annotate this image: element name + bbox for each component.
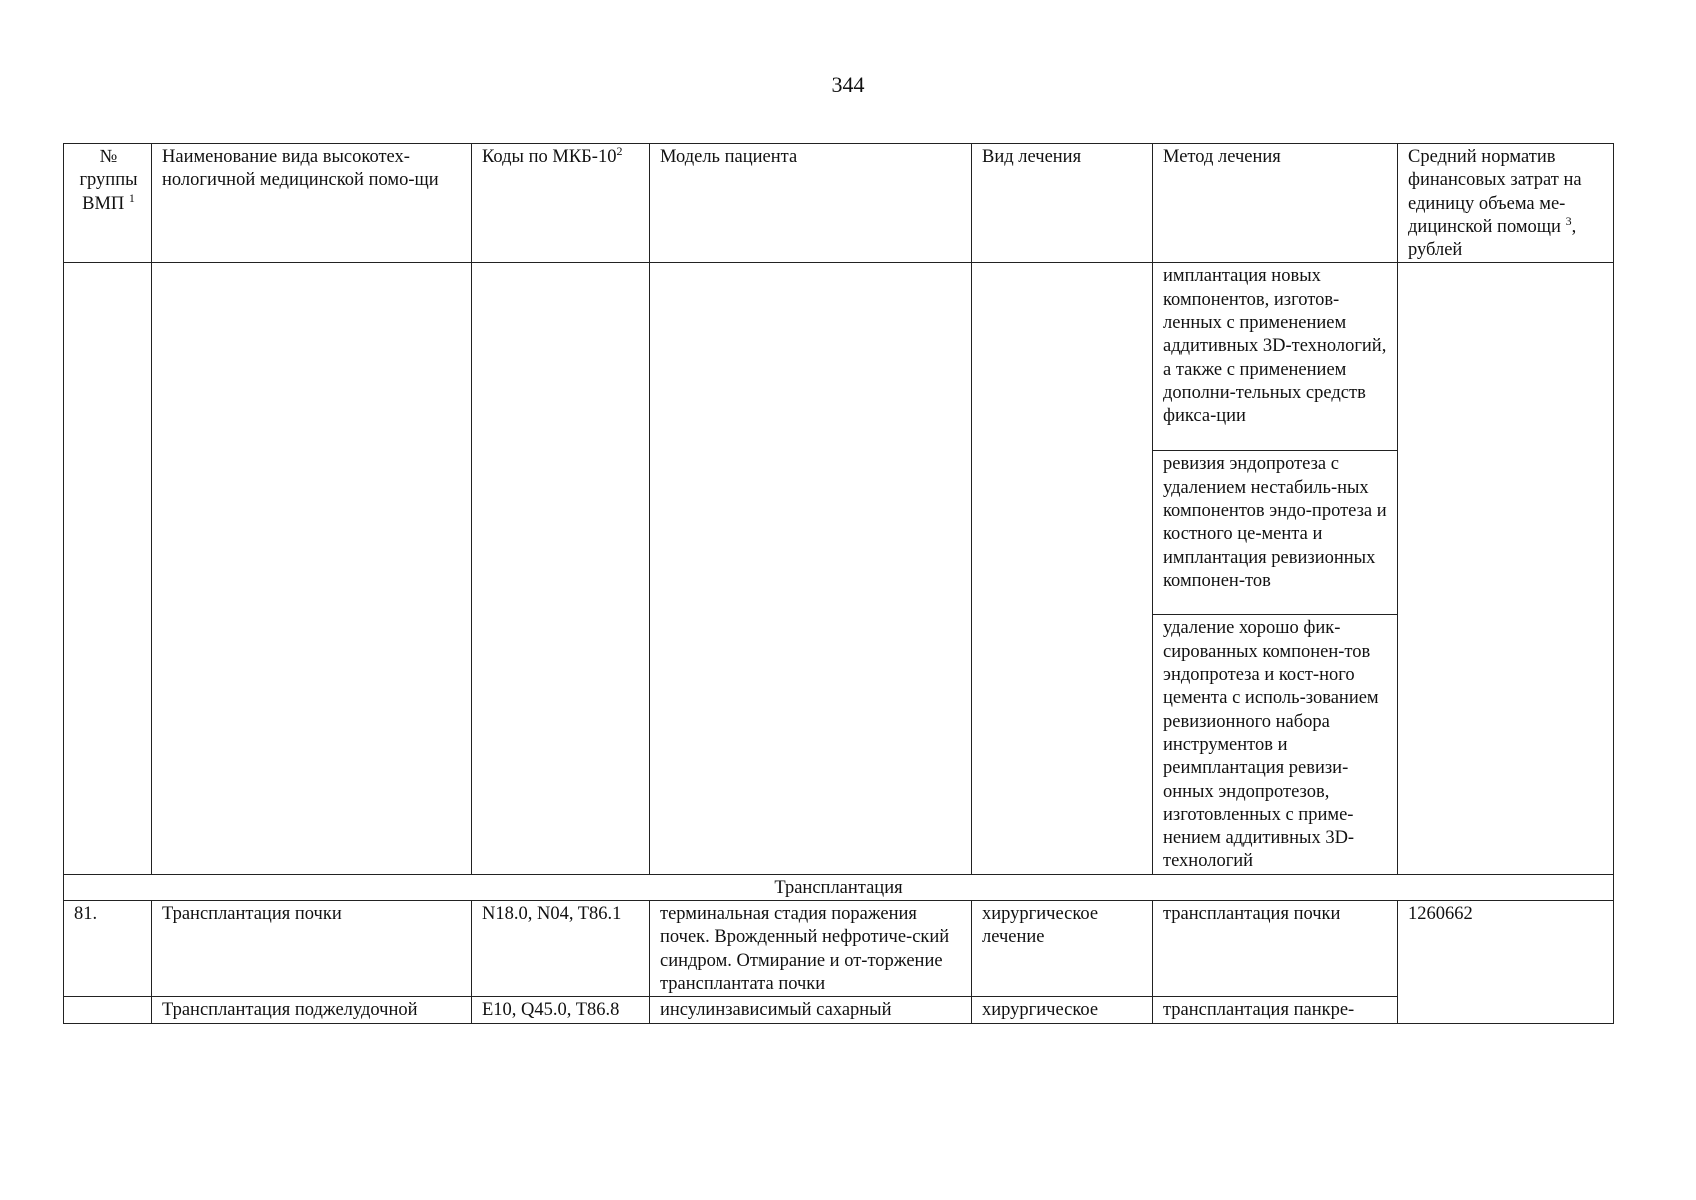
continuation-empty-cell — [152, 263, 472, 874]
footnote-2-marker: 2 — [616, 143, 623, 158]
header-name: Наименование вида высокотех-нологичной медицинской помо-щи — [152, 144, 472, 263]
patient-model: терминальная стадия поражения почек. Врожденный нефротиче-ский синдром. Отмирание и от-торжение трансплантата почки — [650, 901, 972, 997]
vmp-table — [63, 143, 1614, 1024]
continuation-empty-cell — [472, 263, 650, 874]
treatment-type: хирургическое лечение — [972, 901, 1153, 997]
page-number: 344 — [831, 72, 865, 97]
continuation-empty-cell — [650, 263, 972, 874]
icd-codes: N18.0, N04, T86.1 — [472, 901, 650, 997]
footnote-3-marker: 3 — [1565, 213, 1572, 228]
table-row — [64, 901, 1614, 997]
header-cost: Средний норматив финансовых затрат на единицу объема ме-дицинской помощи $^3$, рублей — [1398, 144, 1614, 263]
section-title: Трансплантация — [64, 874, 1614, 900]
method-cell: удаление хорошо фик-сированных компонен-тов эндопротеза и кост-ного цемента с исполь-зованием ревизионного набора инструментов и реимплантация ревизи-онных эндопротезов, изготовленных с приме-нением аддитивных 3D-технологий — [1153, 615, 1398, 874]
continuation-row-1 — [64, 263, 1614, 451]
header-row — [64, 144, 1614, 263]
group-number — [64, 997, 152, 1023]
section-row — [64, 874, 1614, 900]
care-name: Трансплантация почки — [152, 901, 472, 997]
method-cell: имплантация новых компонентов, изготов-ленных с применением аддитивных 3D-технологий, а также с применением дополни-тельных средств фикса-ции — [1153, 263, 1398, 451]
treatment-method: трансплантация почки — [1153, 901, 1398, 997]
header-icd-codes: Коды по МКБ-$10^2$ — [472, 144, 650, 263]
header-treatment-type: Вид лечения — [972, 144, 1153, 263]
continuation-empty-cell — [972, 263, 1153, 874]
header-patient-model: Модель пациента — [650, 144, 972, 263]
treatment-method: трансплантация панкре- — [1153, 997, 1398, 1023]
continuation-empty-cell — [64, 263, 152, 874]
footnote-1-marker: 1 — [128, 190, 135, 205]
method-cell: ревизия эндопротеза с удалением нестабиль-ных компонентов эндо-протеза и костного це-мента и имплантация ревизионных компонен-тов — [1153, 451, 1398, 615]
table-row — [64, 997, 1614, 1023]
header-group-no: № группы ВМП $^1$ — [64, 144, 152, 263]
cost-value: 1260662 — [1398, 901, 1614, 1023]
patient-model: инсулинзависимый сахарный — [650, 997, 972, 1023]
group-number: 81. — [64, 901, 152, 997]
header-method: Метод лечения — [1153, 144, 1398, 263]
continuation-empty-cell — [1398, 263, 1614, 874]
icd-codes: E10, Q45.0, T86.8 — [472, 997, 650, 1023]
care-name: Трансплантация поджелудочной — [152, 997, 472, 1023]
treatment-type: хирургическое — [972, 997, 1153, 1023]
